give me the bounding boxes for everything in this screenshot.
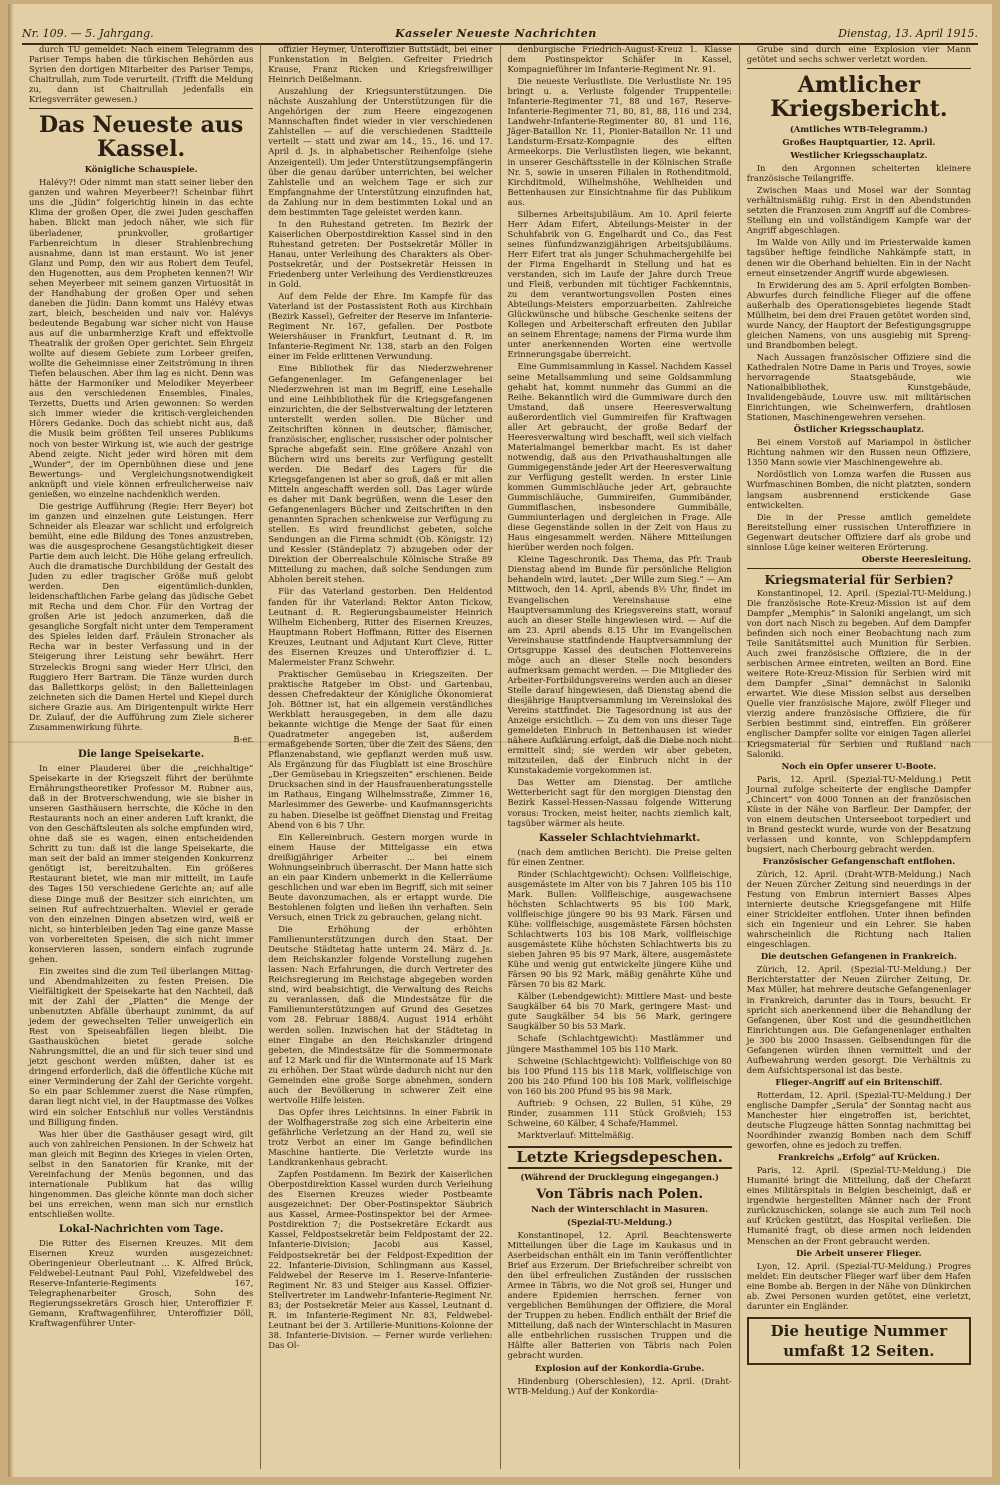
article-text: Schafe (Schlachtgewicht): Mastlämmer und jüngere Masthammel 105 bis 110 Mark.	[507, 1033, 732, 1054]
article-text: Grube sind durch eine Explosion vier Mann getötet und sechs schwer verletzt worden.	[746, 44, 971, 65]
article-text: Kälber (Lebendgewicht): Mittlere Mast- und beste Saugkälber 64 bis 70 Mark, geringere Mast- und gute Saugkälber 54 bis 56 Mark, geringere Saugkälber 50 bis 53 Mark.	[507, 991, 732, 1032]
article-text: Paris, 12. April. (Spezial-TU-Meldung.) Die Humanité bringt die Mitteilung, daß der Chefarzt eines Militärspitals in Belgien bescheinigt, daß er irgendwie hergestellten Männer nach der Front zurückzuschicken, solange sie auch zum Teil noch auf Krücken gestützt, das Hospital verließen. Die Humanité fragt, ob diese armen noch leidenden Menschen an der Front gebraucht werden.	[746, 1165, 971, 1246]
article-text: denburgische Friedrich-August-Kreuz 1. Klasse dem Postinspektor Schäfer in Kassel, Kompagnieführer im Infanterie-Regiment Nr. 91.	[507, 44, 732, 75]
sub-heading: Explosion auf der Konkordia-Grube.	[534, 1362, 705, 1373]
sub-heading: Die lange Speisekarte.	[78, 748, 205, 760]
article-text: Die neueste Verlustliste. Die Verlustliste Nr. 195 bringt u. a. Verluste folgender Truppenteile: Infanterie-Regimenter 71, 88 und 167, Reserve-Infanterie-Regimenter 71, 80, 81, 88, 116 und 234, Landwehr-Infanterie-Regimenter 80, 81 und 116, Jäger-Bataillon Nr. 11, Pionier-Bataillon Nr. 11 und Landsturm-Ersatz-Kompagnie des elften Armeekorps. Die Verlustlisten liegen, wie bekannt, in unserer Geschäftsstelle in der Kölnischen Straße Nr. 5, sowie in unseren Filialen in Rothenditmold, Kirchditmold, Wilhelmshöhe, Wehlheiden und Bettenhausen zur Einsichtnahme für das Publikum aus.	[507, 76, 732, 207]
columns	[22, 44, 978, 1469]
article-text: Die Ritter des Eisernen Kreuzes. Mit dem Eisernen Kreuz wurden ausgezeichnet: Oberingenieur Oberleutnant ... K. Alfred Brück, Feldwebel-Leutnant Paul Pohl, Vizefeldwebel des Reserve-Infanterie-Regiments 167, Telegraphenarbeiter Grosch, Sohn des Regierungssekretärs Grosch hier, Unteroffizier F. Gemann, Kraftwagenführer, Unteroffizier Döll, Kraftwagenführer Unter-	[29, 1238, 254, 1329]
sub-heading: Westlicher Kriegsschauplatz.	[790, 150, 928, 161]
signature: B-er.	[233, 733, 254, 744]
article-text: Silbernes Arbeitsjubiläum. Am 10. April feierte Herr Adam Eifert, Abteilungs-Meister in der Schuhfabrik von G. Engelhardt und Co., das Fest seines fünfundzwanzigjährigen Arbeitsjubiläums. Herr Eifert trat als junger Schuhmachergehilfe bei der Firma Engelhardt in Stellung und hat es verstanden, sich im Laufe der Jahre durch Treue und Fleiß, verbunden mit tüchtiger Fachkenntnis, zu dem verantwortungsvollen Posten eines Abteilungs-Meisters emporzuarbeiten. Zahlreiche Glückwünsche und hübsche Geschenke seitens der Kollegen und Arbeiterschaft erfreuten den Jubilar an seinem Ehrentage; namens der Firma wurde ihm unter anerkennenden Worten eine wertvolle Erinnerungsgabe überreicht.	[507, 208, 732, 360]
article-text: durch TU gemeldet: Nach einem Telegramm des Pariser Temps haben die türkischen Behörden aus Syrien den dortigen Mitarbeiter des Pariser Temps, Chaitrullah, zum Tode verurteilt. (Trifft die Meldung zu, dann ist Chaitrullah jedenfalls ein Kriegsverräter gewesen.)	[29, 44, 254, 105]
dispatch-heading: Letzte Kriegsdepeschen.	[508, 1146, 732, 1169]
newspaper-page	[8, 4, 992, 1477]
article-text: offizier Heymer, Unteroffizier Buttstädt, bei einer Funkenstation in Belgien. Gefreiter Friedrich Krause, Franz Ricken und Kriegsfreiwilliger Heinrich Deißelmann.	[268, 44, 493, 85]
article-text: Zürich, 12. April. (Spezial-TU-Meldung.) Der Berichterstatter der Neuen Zürcher Zeitung, Dr. Max Müller, hat mehrere deutsche Gefangenenlager in Frankreich, darunter das in Tours, besucht. Er spricht sich anerkennend über die Behandlung der Gefangenen, über Kost und die gesundheitlichen Einrichtungen aus. Die Gefangenenlager enthalten je 300 bis 2000 Insassen. Gelbsendungen für die Gefangenen würden ihnen vermittelt und der Aufbewahrung werden gesorgt. Die Verhältnis zu dem Aufsichtspersonal ist das beste.	[746, 964, 971, 1075]
sub-heading: Noch ein Opfer unserer U-Boote.	[781, 760, 937, 771]
divider	[29, 108, 253, 109]
sub-heading: Flieger-Angriff auf ein Britenschiff.	[775, 1076, 943, 1087]
article-text: Zapfen Postdamenn. Im Bezirk der Kaiserlichen Oberpostdirektion Kassel wurden durch Verleihung des Eisernen Kreuzes wieder Postbeamte ausgezeichnet: Der Ober-Postinspektor Säubrich aus Kassel, Armee-Postinspektor bei der Armee-Postdirektion 7; die Postsekretäre Eckardt aus Kassel, Feldpostsekretär beim Feldpostamt der 22. Infanterie-Division; Jacobi aus Kassel, Feldpostsekretär bei der Feldpost-Expedition der 22. Infanterie-Division, Schlingmann aus Kassel, Feldwebel der Reserve im 1. Reserve-Infanterie-Regiment Nr. 83 und Steiger aus Kassel. Offizier-Stellvertreter im Landwehr-Infanterie-Regiment Nr. 83; der Postsekretär Meier aus Kassel, Leutnant d. R. im Infanterie-Regiment Nr. 83, Feldwebel-Leutnant bei der 3. Artillerie-Munitions-Kolonne der 38. Infanterie-Division. — Ferner wurde verliehen: Das Ol-	[268, 1169, 493, 1350]
article-text: Hindenburg (Oberschlesien), 12. April. (Draht-WTB-Meldung.) Auf der Konkordia-	[507, 1375, 732, 1396]
market-heading: Kasseler Schlachtviehmarkt.	[539, 832, 701, 844]
divider	[747, 68, 971, 69]
article-text: Die in der Presse amtlich gemeldete Bereitstellung einer russischen Unteroffiziere in Gegenwart deutscher Offiziere darf als grobe und sinnlose Lüge keiner weiteren Erörterung.	[746, 511, 971, 552]
article-subheading: Nach der Winterschlacht in Masuren.	[531, 1203, 708, 1214]
issue-number: Nr. 109. — 5. Jahrgang.	[22, 27, 154, 40]
article-heading: Von Täbris nach Polen.	[536, 1186, 704, 1202]
sub-heading: Königliche Schauspiele.	[84, 164, 198, 175]
article-text: Eine Gummisammlung in Kassel. Nachdem Kassel seine Metallsammlung und seine Goldsammlung gehabt hat, kommt nunmehr das Gummi an die Reihe. Bekanntlich wird die Gummiware durch den Umstand, daß unsere Heeresverwaltung außerordentlich viel Gummireifen für Kraftwagen aller Art gebraucht, der große Bedarf der Heeresverwaltung wird beschafft, weil sich vielfach Materialmangel bemerkbar macht. Es ist daher notwendig, daß aus den Privathaushaltungen alle Gummigegenstände jeder Art der Heeresverwaltung zur Verfügung gestellt werden. In erster Linie kommen Gummischläuche jeder Art, gebrauchte Gummischläuche, Gummireifen, Gummibänder, Gummiflaschen, insbesondere Gummibälle, Gummiunterlagen und dergleichen in Frage. Alle diese Gegenstände sollen in der Zeit von Haus zu Haus eingesammelt werden. Nähere Mitteilungen hierüber werden noch folgen.	[507, 361, 732, 553]
article-text: Lyon, 12. April. (Spezial-TU-Meldung.) Progres meldet: Ein deutscher Flieger warf über dem Hafen eine Bombe ab. Bergen in der Nähe von Dünkirchen ab. Zwei Personen wurden getötet, eine verletzt, darunter ein Engländer.	[746, 1260, 971, 1311]
sub-heading: Die Arbeit unserer Flieger.	[796, 1247, 922, 1258]
article-text: Das Opfer ihres Leichtsinns. In einer Fabrik in der Wolfhagerstraße zog sich eine Arbeiterin eine gefährliche Verletzung an der Hand zu, weil sie trotz Verbot an einer im Gange befindlichen Maschine hantierte. Die Verletzte wurde ins Landkrankenhaus gebracht.	[268, 1106, 493, 1168]
article-text: Halévy?! Oder nimmt man statt seiner lieber den ganzen und wahren Meyerbeer?! Scheinbar führt uns die „Jüdin“ folgerichtig hinein in das echte Klima der großen Oper, die zwei Juden geschaffen haben. Blickt man jedoch näher, wie sich für überladener, prunkvoller, großartiger Farbenreichtum in dieser Strahlenbrechung ausnahme, dann ist man erstaunt. Wo ist jener Glanz und Pomp, den wir aus Robert dem Teufel, den Hugenotten, aus dem Propheten kennen?! Wir sehen Meyerbeer mit seinem ganzen Virtuosität in der Handhabung der großen Oper und sehen daneben die Jüdin: Dann kommt uns Halévy etwas zart, bleich, bescheiden und naiv vor. Halévys bedeutende Begabung war sicher nicht von Hause aus auf die unbarmherzige Kraft und effektvolle Theatralik der großen Oper gerichtet. Sein Ehrgeiz wollte auf diesem Gebiete zum Lorbeer greifen, wollte die Geheimnisse einer Zeitströmung in ihren Tiefen belauschen. Aber ihm lag es nicht. Denn was hätte der Harmoniker und Melodiker Meyerbeer aus den verschiedenen Ensembles, Finales, Terzetts, Duetts und Arien gewonnen: So werden sich immer wieder die kritisch-vergleichenden Hörers Gedanke. Doch das schiebt nicht aus, daß die Musik beim größten Teil unseres Publikums noch von bester Wirkung ist, wie auch der gestrige Abend zeigte. Nicht jeder wird hören mit dem „Wunder“, der im Opernbühnen diese und jene Bewertungs- und Vergleichungsnotwendigkeit anknüpft und viele können erfreulicherweise naiv genießen, wo einzelne nachdenklich werden.	[29, 177, 254, 499]
column-2	[261, 44, 500, 1469]
article-text: Bei einem Vorstoß auf Mariampol in östlicher Richtung nahmen wir den Russen neun Offiziere, 1350 Mann sowie vier Maschinengewehre ab.	[746, 437, 971, 468]
article-text: Paris, 12. April. (Spezial-TU-Meldung.) Petit Journal zufolge scheiterte der englische Dampfer „Chincert“ von 4000 Tonnen an der französischen Küste in der Nähe von Barfleur. Der Dampfer, der von einem deutschen Unterseeboot torpediert und in Brand gesteckt wurde, wurde von der Besatzung verlassen und konnte, von Schleppdampfern bugsiert, nach Cherbourg gebracht werden.	[746, 773, 971, 854]
article-text: Konstantinopel, 12. April. Beachtenswerte Mitteilungen über die Lage im Kaukasus und in Aserbeidschan enthält ein im Tanin veröffentlichter Brief aus Erzerum. Der Briefschreiber schreibt von den übel erfreulichen Zuständen der russischen Armee in Täbris, wo die Not groß sei, Hunger und andere Epidemien herrschen. ferner von vergeblichen Bemühungen der Offiziere, die Moral der Truppen zu heben. Endlich enthält der Brief die Mitteilung, daß nach der Winterschlacht in Masuren alle entbehrlichen russischen Truppen und die Hälfte aller Batterien von Täbris nach Polen gebracht wurden.	[507, 1229, 732, 1361]
sub-heading: Östlicher Kriegsschauplatz.	[793, 424, 925, 435]
article-heading: Kriegsmaterial für Serbien?	[764, 572, 954, 587]
column-4	[740, 44, 978, 1469]
article-text: Die Erhöhung der erhöhten Familienunterstützungen durch den Staat. Der Deutsche Städtetag hatte unterm 24. März d. Js. dem Reichskanzler folgende Vorstellung zugehen lassen: Nach Erfahrungen, die durch Vertreter des Reichsregierung im Reichstage abgegeben worden sind, wird beabsichtigt, die Verwaltung des Reichs zu veranlassen, daß die Mindestsätze für die Familienunterstützungen auf Grund des Gesetzes vom 28. Februar 1888/4. August 1914 erhöht werden sollen. Inzwischen hat der Städtetag in einer Eingabe an den Reichskanzler dringend gebeten, die Mindestsätze für die Sommermonate auf 12 Mark und für die Wintermonate auf 15 Mark zu erhöhen. Der Staat würde dadurch nicht nur den Gemeinden eine große Sorge abnehmen, sondern auch der Bevölkerung in schwerer Zeit eine wertvolle Hilfe leisten.	[268, 924, 493, 1105]
article-text: In einer Plauderei über die „reichhaltige“ Speisekarte in der Kriegszeit führt der berühmte Ernährungstheoretiker Professor M. Rubner aus, daß in der Brotverschwendung, wie sie bisher in unseren Gasthäusern herrschte, die Köche in den Restaurants noch an einer anderen Luft krankt, die von den Geschäftsleuten als solche empfunden wird, ohne daß sie es wagen, einen entscheidenden Schritt zu tun: daß ist die lange Speisekarte, die man seit der bald an immer steigenden Konkurrenz genötigt ist, bereitzuhalten. Ein größeres Restaurant bietet, wie man mir mitteilt, im Laufe des Tages 150 verschiedene Gerichte an; auf alle diese Dinge muß der Besitzer sich einrichten, um seinen Ruf aufrechtzuerhalten. Wieviel er gerade von den einzelnen Dingen absetzen wird, weiß er nicht, so hinterbleiben jeden Tag eine ganze Masse von vorbereiteten Speisen, die sich nicht immer konservieren lassen, sondern einfach zugrunde gehen.	[29, 762, 254, 964]
column-3	[501, 44, 740, 1469]
issue-date: Dienstag, 13. April 1915.	[838, 27, 978, 40]
sub-heading: (Amtliches WTB-Telegramm.)	[789, 124, 928, 135]
section-heading: Das Neueste aus Kassel.	[38, 112, 244, 163]
article-text: Für das Vaterland gestorben. Den Heldentod fanden für ihr Vaterland: Rektor Anton Tickow, Leutnant d. R. Regierungsbaumeister Heinrich Wilhelm Eichenberg, Ritter des Eisernen Kreuzes, Hauptmann Robert Hoffmann, Ritter des Eisernen Kreuzes, Leutnant und Adjutant Kurt Cleve, Ritter des Eisernen Kreuzes und Unteroffizier d. L. Malermeister Franz Schwehr.	[268, 586, 493, 667]
article-text: Auftrieb: 9 Ochsen, 22 Bullen, 51 Kühe, 29 Rinder, zusammen 111 Stück Großvieh; 153 Schweine, 60 Kälber, 4 Schafe/Hammel.	[507, 1097, 732, 1128]
sub-heading: Frankreichs „Erfolg“ auf Krücken.	[777, 1152, 940, 1163]
article-text: (nach dem amtlichen Bericht). Die Preise gelten für einen Zentner.	[507, 846, 732, 867]
article-text: Das Wetter am Dienstag. Der amtliche Wetterbericht sagt für den morgigen Dienstag den Bezirk Kassel-Hessen-Nassau folgende Witterung voraus: Trocken, meist heiter, nachts ziemlich kalt, tagsüber wärmer als heute.	[507, 777, 732, 828]
dispatch-subheading: (Während der Drucklegung eingegangen.)	[520, 1171, 719, 1182]
sub-heading: Französischer Gefangenschaft entflohen.	[762, 856, 956, 866]
article-text: Im Walde von Ailly und im Priesterwalde kamen tagsüber heftige feindliche Nahkämpfe statt, in denen wir die Oberhand behielten. Ein in der Nacht erneut einsetzender Angriff wurde abgewiesen.	[746, 237, 971, 278]
article-text: Rinder (Schlachtgewicht): Ochsen: Vollfleischige, ausgemästete im Alter von bis 7 Jahren 105 bis 110 Mark. Bullen: Vollfleischige, ausgewachsene höchsten Schlachtwerts 95 bis 100 Mark, vollfleischige jüngere 90 bis 93 Mark. Färsen und Kühe: vollfleischige, ausgemästete Färsen höchsten Schlachtwerts 103 bis 108 Mark, vollfleischige ausgemästete Kühe höchsten Schlachtwerts bis zu sieben Jahren 95 bis 97 Mark, ältere, ausgemästete Kühe und wenig gut entwickelte jüngere Kühe und Färsen 90 bis 92 Mark, mäßig genährte Kühe und Färsen 70 bis 82 Mark.	[507, 868, 732, 990]
article-text: Zürich, 12. April. (Draht-WTB-Meldung.) Nach der Neuen Zürcher Zeitung sind neuerdings in der Festung von Embrun interniert Basses Alpes internierte deutsche Kriegsgefangene mit Hilfe einer Strickleiter entflohen. Unter ihnen befinden sich ein Ingenieur und ein Lehrer. Sie haben wahrscheinlich die Richtung nach Italien eingeschlagen.	[746, 869, 971, 950]
article-text: Rotterdam, 12. April. (Spezial-TU-Meldung.) Der englische Dampfer „Serula“ der Sonntag nacht aus Manchester hier eingetroffen ist, berichtet, deutsche Flugzeuge hätten Sonntag nachmittag bei Noordhinder zwanzig Bomben nach dem Schiff geworfen, ohne es jedoch zu treffen.	[746, 1089, 971, 1151]
newspaper-title: Kasseler Neueste Nachrichten	[395, 27, 597, 40]
article-text: Nordöstlich von Lomza warfen die Russen aus Wurfmaschinen Bomben, die nicht platzten, sondern langsam ausbrennend erstickende Gase entwickelten.	[746, 469, 971, 510]
article-text: Ein Kellereinbruch. Gestern morgen wurde in einem Hause der Mittelgasse ein etwa dreißigjähriger Arbeiter ... bei einem Wohnungseinbruch überrascht. Der Mann hatte sich an ein paar Kindern unbemerkt in die Kellerräume geschlichen und war eben im Begriff, sich mit seiner Beute davonzumachen, als er ertappt wurde. Die Bestohlenen folgten und ließen ihn verhaften. Sein Versuch, einen Trick zu gebrauchen, gelang nicht.	[268, 831, 493, 922]
page-count-notice: Die heutige Nummer umfaßt 12 Seiten.	[747, 1317, 971, 1365]
column-1	[22, 44, 261, 1469]
article-text: Marktverlauf: Mittelmäßig.	[517, 1129, 634, 1140]
sub-heading: Lokal-Nachrichten vom Tage.	[58, 1224, 224, 1236]
article-text: In den Ruhestand getreten. Im Bezirk der Kaiserlichen Oberpostdirektion Kassel sind in den Ruhestand getreten: Der Postsekretär Möller in Hanau, unter Verleihung des Charakters als Ober-Postsekretär, und der Postsekretär Heissen in Friedenberg unter Verleihung des Verdienstkreuzes in Gold.	[268, 218, 493, 290]
signature: Oberste Heeresleitung.	[861, 553, 971, 564]
article-text: Kleine Tageschronik. Das Thema, das Pfr. Traub Dienstag abend im Bunde für persönliche Religion behandeln wird, lautet: „Der Wille zum Sieg.“ — Am Mittwoch, den 14. April, abends 8½ Uhr, findet im Evangelischen Vereinshause eine Hauptversammlung des Kriegsvereins statt, worauf auch an dieser Stelle hingewiesen wird. — Auf die am 23. April abends 8.15 Uhr im Evangelischen Vereinshause stattfindende Hauptversammlung der Ortsgruppe Kassel des deutschen Flottenvereins möge auch an dieser Stelle noch besonders aufmerksam gemacht werden. — Die Mitglieder des Arbeiter-Fortbildungsvereins werden auch an dieser Stelle darauf hingewiesen, daß Dienstag abend die diesjährige Hauptversammlung im Vereinslokal des Vereins stattfindet. Die Tagesordnung ist aus der Anzeige ersichtlich. — Zu dem von uns dieser Tage gemeldeten Einbruch in Bettenhausen ist wieder nähere Aufklärung erfolgt, daß die Diebe noch nicht ermittelt sind; sie werden wir aber gebeten, mitzuteilen, daß der Einbruch nicht in der Kunstakademie vorgekommen ist.	[507, 554, 732, 776]
article-text: Ein zweites sind die zum Teil überlangen Mittag- und Abendmahlzeiten zu festen Preisen. Die Vielfältigkeit der Speisekarte hat den Nachteil, daß mit der Zahl der „Platten“ die Menge der unbenutzten Abfälle überhaupt zunimmt, da auf jedem der gewechselten Teller unweigerlich ein Rest von Speiseabfällen liegen bleibt. Die Gasthausküchen bietet gerade solche Nahrungsmittel, die an und für sich teuer sind und jetzt geschont werden müßten, daher ist es dringend erforderlich, daß die öffentliche Küche mit einer Verminderung der Zahl der Gerichte vorgeht. So ein paar Schlemmer zuerst die Nase rümpfen, daran liegt nicht viel, in der Hauptmasse des Volkes wird ein solcher Entschluß nur volles Verständnis und Billigung finden.	[29, 965, 254, 1127]
article-text: Auf dem Felde der Ehre. Im Kampfe für das Vaterland ist der Postassistent Roth aus Kirchhain (Bezirk Kassel), Gefreiter der Reserve im Infanterie-Regiment Nr. 167, gefallen. Der Postbote Weiershäuser in Frankfurt, Leutnant d. R. im Infanterie-Regiment Nr. 138, starb an den Folgen einer im Felde erlittenen Verwundung.	[268, 291, 493, 362]
sub-heading: Die deutschen Gefangenen in Frankreich.	[760, 951, 957, 962]
article-text: Schweine (Schlachtgewicht): Vollfleischige von 80 bis 100 Pfund 115 bis 118 Mark, vollfleischige von 200 bis 240 Pfund 100 bis 108 Mark, vollfleischige von 160 bis 200 Pfund 95 bis 98 Mark.	[507, 1055, 732, 1096]
divider	[747, 568, 971, 569]
article-text: Die gestrige Aufführung (Regie: Herr Beyer) bot im ganzen und einzelnen gute Leistungen. Herr Schneider als Eleazar war schlicht und erfolgreich bemüht, eine edle Bildung des Tones anzustreben, was die ausgesprochene Gesangstüchtigkeit dieser Partie dem auch leicht. Die Höhe gelang erfreulich. Auch die dramatische Durchbildung der Gestalt des Juden zu edler tragischer Größe muß gelobt werden. Den eigentümlich-dunklen, leidenschaftlichen Farbe gelang das jüdische Gebet mit Recha und dem Chor. Für den Vortrag der großen Arie ist jedoch anzumerken, daß die gesangliche Sorgfalt nicht unter dem Temperament des Spieles leiden darf. Fräulein Stronacher als Recha war in bester Verfassung und in der Steigerung ihrer Leistung sehr bewährt. Herr Strzeleckis Brogni sang wieder Herr Ulrici, den Ruggiero Herr Bartram. Die Tänze wurden durch das Ballettkorps gelöst; in den Balletteinlagen zeichneten sich die Damen Hertel und Kiepel durch sichere Grazie aus. Am Dirigentenpult wirkte Herr Dr. Zulauf, der die Aufführung zum Ziele sicherer Zusammenwirkung führte.	[29, 500, 254, 732]
article-text: Auszahlung der Kriegsunterstützungen. Die nächste Auszahlung der Unterstützungen für die Angehörigen der zum Heere eingezogenen Mannschaften findet wieder in vier verschiedenen Zahlstellen — auf die verschiedenen Stadtteile verteilt — statt und zwar am 14., 15., 16. und 17. April d. Js. in alphabetischer Reihenfolge (siehe Anzeigenteil). Um jeder Unterstützungsempfängerin über die genau darüber unterrichten, bei welcher Zahlstelle und an welchem Tage er sich zur Empfangnahme der Unterstützung einzufinden hat, da Zahlung nur in dem bestimmten Lokal und an dem bestimmten Tage geleistet werden kann.	[268, 86, 493, 217]
dateline: Großes Hauptquartier, 12. April.	[782, 137, 936, 148]
masthead	[22, 12, 978, 45]
article-text: Praktischer Gemüsebau in Kriegszeiten. Der praktische Ratgeber im Obst- und Gartenbau, dessen Chefredakteur der Königliche Ökonomierat Joh. Böttner ist, hat ein allgemein verständliches Werkblatt herausgegeben, in dem alle dazu bekannte wichtige die Menge der Saat für einen Quadratmeter angegeben ist, außerdem ermaßgebende Sorten, über die Zeit des Säens, den Pflanzenabstand, wie gepflanzt werden muß usw. Als Ergänzung für das Flugblatt ist eine Broschüre „Der Gemüsebau in Kriegszeiten“ erschienen. Beide Drucksachen sind in der Hausfrauenberatungsstelle im Rathaus, Eingang Wilhelmsstraße, Zimmer 16, Marlesimmer des Gewerbe- und Kaufmannsgerichts zu haben. Dieselbe ist geöffnet Dienstag und Freitag Abend von 6 bis 7 Uhr.	[268, 668, 493, 830]
article-text: In den Argonnen scheiterten kleinere französische Teilangriffe.	[746, 163, 971, 184]
dateline: (Spezial-TU-Meldung.)	[567, 1216, 673, 1227]
article-text: Nach Aussagen französischer Offiziere sind die Kathedralen Notre Dame in Paris und Troyes, sowie hervorragende Staatsgebäude, wie Nationalbibliothek, Kunstgebäude, Invalidengebäude, Louvre usw. mit militärischen Einrichtungen, wie Scheinwerfern, drahtlosen Stationen, Maschinengewehren versehen.	[746, 351, 971, 423]
article-text: Was hier über die Gasthäuser gesagt wird, gilt auch von zahlreichen Pensionen. In der Schweiz hat man gleich mit Beginn des Krieges in vielen Orten, selbst in den Sanatorien für Kranke, mit der Vereinfachung der Menüs begonnen, und das internationale Publikum hat das willig hingenommen. Das gleiche könnte man doch sicher bei uns erreichen, wenn man sich nur ernstlich entschließen wollte.	[29, 1128, 254, 1219]
article-text: Konstantinopel, 12. April. (Spezial-TU-Meldung.) Die französische Rote-Kreuz-Mission ist auf dem Dampfer „Memphis“ in Saloniki angelangt, um sich von dort nach Nisch zu begeben. Auf dem Dampfer befinden sich noch einer Beobachtung nach zum Teile Sanitätsmittel auch Munition für Serbien. Auch zwei französische Offiziere, die in der serbischen Armee eintreten, weilten an Bord. Eine weitere Rote-Kreuz-Mission für Serbien wird mit dem Dampfer „Sinai“ demnächst in Saloniki erwartet. Wie diese Mission selbst aus derselben Quelle vier französische Majore, zwölf Flieger und vierzig andere französische Offiziere, die für Serbien bestimmt sind, eintreffen. Ein größerer englischer Dampfer sollte vor einigen Tagen allerlei Kriegsmaterial für Serbien und Rußland nach Saloniki.	[746, 587, 971, 759]
article-text: In Erwiderung des am 5. April erfolgten Bomben-Abwurfes durch feindliche Flieger auf die offene außerhalb des Operationsgebietes liegende Stadt Müllheim, bei dem drei Frauen getötet worden sind, wurde Nancy, der Hauptort der Befestigungsgruppe gleichen Namens, von uns ausgiebig mit Spreng- und Brandbomben belegt.	[746, 279, 971, 350]
article-text: Eine Bibliothek für das Niederzwehrener Gefangenenlager. Im Gefangenenlager bei Niederzwehren ist man im Begriff, eine Lesehalle und eine Leihbibliothek für die Kriegsgefangenen einzurichten, die der Selbstverwaltung der letzteren unterstellt werden sollen. Die Bücher und Zeitschriften können in deutscher, flämischer, französischer, englischer, russischer oder polnischer Sprache abgefaßt sein. Eine größere Anzahl von Büchern wird uns bereits zur Verfügung gestellt werden. Die Bedarf des Lagers für die Kriegsgefangenen ist aber so groß, daß er mit allen Mitteln angeschafft werden soll. Das Lager würde es daher mit Dank begrüßen, wenn die Leser den Gefangenenlagers Bücher und Zeitschriften in den genannten Sprachen schenkweise zur Verfügung zu stellen. Es wird freundlichst gebeten, solche Sendungen an die Firma schmidt (Ob. Königstr. 12) und Kessler (Ständeplatz 7) abzugeben oder der Direktion der Oberrealschule Kölnische Straße 89 Mitteilung zu machen, daß solche Sendungen zum Abholen bereit stehen.	[268, 363, 493, 585]
article-text: Zwischen Maas und Mosel war der Sonntag verhältnismäßig ruhig. Erst in den Abendstunden setzten die Franzosen zum Angriff auf die Combres-Stellung ein und vollständigem Kampfe war der Angriff abgeschlagen.	[746, 185, 971, 236]
section-heading: Amtlicher Kriegsbericht.	[770, 72, 948, 123]
